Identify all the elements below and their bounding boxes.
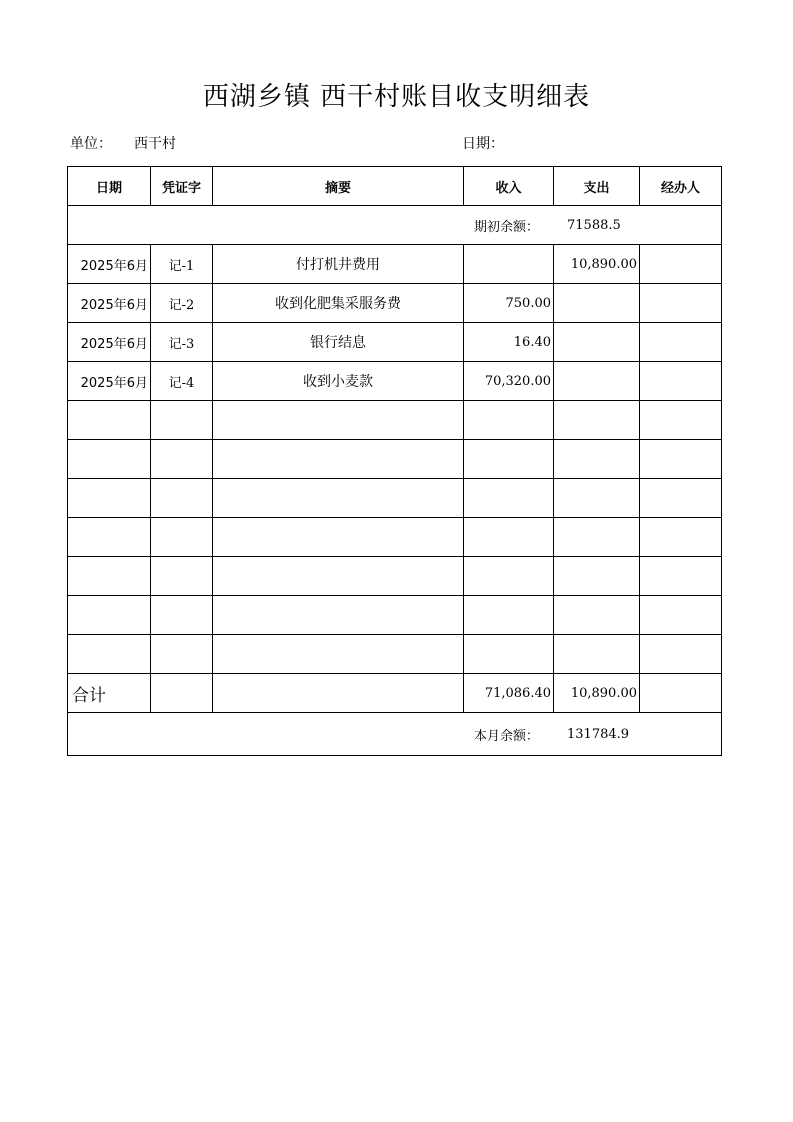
cell-income: 70,320.00 (464, 362, 554, 401)
cell-income (464, 440, 554, 479)
header-expense: 支出 (554, 167, 640, 206)
cell-expense (554, 401, 640, 440)
cell-voucher: 记-3 (151, 323, 213, 362)
cell-date (68, 635, 151, 674)
cell-summary (213, 518, 464, 557)
total-voucher (151, 674, 213, 713)
cell-voucher (151, 635, 213, 674)
cell-income (464, 245, 554, 284)
cell-income (464, 635, 554, 674)
cell-handler (640, 596, 722, 635)
cell-summary: 付打机井费用 (213, 245, 464, 284)
table-row (68, 596, 722, 635)
table-row (68, 362, 722, 401)
cell-income (464, 557, 554, 596)
date-line (462, 133, 504, 153)
cell-expense (554, 635, 640, 674)
cell-handler (640, 284, 722, 323)
cell-voucher: 记-4 (151, 362, 213, 401)
cell-income: 750.00 (464, 284, 554, 323)
cell-date (68, 557, 151, 596)
cell-handler (640, 479, 722, 518)
cell-expense (554, 362, 640, 401)
cell-voucher (151, 596, 213, 635)
cell-handler (640, 518, 722, 557)
opening-balance-cell (68, 206, 722, 245)
cell-date: 2025年6月 (68, 245, 151, 284)
total-handler (640, 674, 722, 713)
table-row (68, 245, 722, 284)
cell-income (464, 401, 554, 440)
total-row (68, 674, 722, 713)
header-voucher: 凭证字 (151, 167, 213, 206)
cell-date (68, 596, 151, 635)
cell-income (464, 518, 554, 557)
header-handler: 经办人 (640, 167, 722, 206)
cell-income: 16.40 (464, 323, 554, 362)
cell-expense: 10,890.00 (554, 245, 640, 284)
cell-handler (640, 245, 722, 284)
table-row (68, 635, 722, 674)
cell-voucher (151, 557, 213, 596)
table-row (68, 401, 722, 440)
cell-summary: 收到化肥集采服务费 (213, 284, 464, 323)
cell-expense (554, 284, 640, 323)
cell-summary (213, 440, 464, 479)
header-income: 收入 (464, 167, 554, 206)
table-row (68, 440, 722, 479)
table-row (68, 479, 722, 518)
cell-date (68, 518, 151, 557)
cell-income (464, 479, 554, 518)
opening-balance-row (68, 206, 722, 245)
cell-date (68, 440, 151, 479)
cell-voucher (151, 479, 213, 518)
total-label: 合计 (68, 674, 151, 713)
cell-expense (554, 518, 640, 557)
cell-date: 2025年6月 (68, 284, 151, 323)
cell-date: 2025年6月 (68, 323, 151, 362)
header-date: 日期 (68, 167, 151, 206)
cell-summary (213, 635, 464, 674)
header-row (68, 167, 722, 206)
closing-balance-cell (68, 713, 722, 756)
cell-summary (213, 479, 464, 518)
cell-summary (213, 596, 464, 635)
total-income: 71,086.40 (464, 674, 554, 713)
unit-value: 西干村 (134, 136, 176, 152)
cell-handler (640, 323, 722, 362)
ledger-table (67, 166, 722, 756)
cell-summary (213, 557, 464, 596)
total-summary (213, 674, 464, 713)
cell-handler (640, 401, 722, 440)
cell-handler (640, 557, 722, 596)
total-expense: 10,890.00 (554, 674, 640, 713)
cell-voucher (151, 401, 213, 440)
table-row (68, 284, 722, 323)
cell-expense (554, 440, 640, 479)
cell-expense (554, 596, 640, 635)
cell-voucher (151, 518, 213, 557)
table-row (68, 557, 722, 596)
cell-summary: 收到小麦款 (213, 362, 464, 401)
cell-voucher: 记-2 (151, 284, 213, 323)
cell-voucher (151, 440, 213, 479)
cell-handler (640, 362, 722, 401)
opening-balance-label: 期初余额： (474, 219, 540, 235)
cell-expense (554, 557, 640, 596)
closing-balance-value: 131784.9 (567, 726, 630, 742)
cell-date (68, 479, 151, 518)
cell-handler (640, 635, 722, 674)
cell-voucher: 记-1 (151, 245, 213, 284)
header-summary: 摘要 (213, 167, 464, 206)
table-row (68, 323, 722, 362)
unit-line (70, 133, 176, 153)
opening-balance-value: 71588.5 (567, 217, 621, 233)
date-label: 日期： (462, 136, 504, 152)
closing-balance-label: 本月余额： (474, 728, 540, 744)
cell-summary: 银行结息 (213, 323, 464, 362)
page-title: 西湖乡镇 西干村账目收支明细表 (202, 82, 591, 112)
table-row (68, 518, 722, 557)
cell-handler (640, 440, 722, 479)
cell-expense (554, 323, 640, 362)
cell-summary (213, 401, 464, 440)
closing-balance-row (68, 713, 722, 756)
cell-date: 2025年6月 (68, 362, 151, 401)
cell-income (464, 596, 554, 635)
unit-label: 单位： (70, 136, 112, 152)
cell-expense (554, 479, 640, 518)
cell-date (68, 401, 151, 440)
